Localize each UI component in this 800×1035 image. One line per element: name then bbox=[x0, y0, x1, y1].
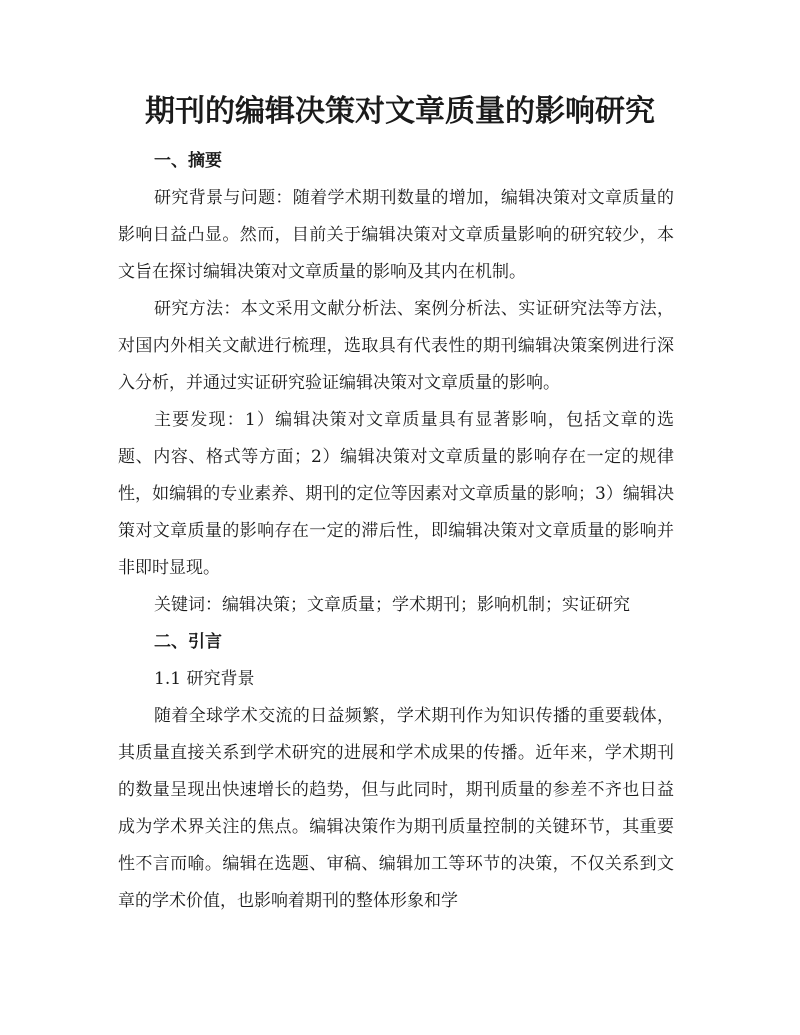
abstract-background-paragraph: 研究背景与问题：随着学术期刊数量的增加，编辑决策对文章质量的影响日益凸显。然而，目前关于编辑决策对文章质量影响的研究较少，本文旨在探讨编辑决策对文章质量的影响及其内在机制。 bbox=[118, 188, 674, 282]
document-body bbox=[118, 143, 674, 920]
abstract-methods-paragraph: 研究方法：本文采用文献分析法、案例分析法、实证研究法等方法，对国内外相关文献进行梳理，选取具有代表性的期刊编辑决策案例进行深入分析，并通过实证研究验证编辑决策对文章质量的影响。 bbox=[118, 299, 674, 393]
document-title: 期刊的编辑决策对文章质量的影响研究 bbox=[145, 94, 655, 129]
abstract-heading: 一、摘要 bbox=[154, 151, 222, 171]
intro-paragraph: 随着全球学术交流的日益频繁，学术期刊作为知识传播的重要载体，其质量直接关系到学术研究的进展和学术成果的传播。近年来，学术期刊的数量呈现出快速增长的趋势，但与此同时，期刊质量的参差不齐也日益成为学术界关注的焦点。编辑决策作为期刊质量控制的关键环节，其重要性不言而喻。编辑在选题、审稿、编辑加工等环节的决策，不仅关系到文章的学术价值，也影响着期刊的整体形象和学 bbox=[118, 706, 674, 911]
keywords-paragraph: 关键词：编辑决策；文章质量；学术期刊；影响机制；实证研究 bbox=[154, 595, 630, 615]
intro-heading: 二、引言 bbox=[154, 632, 222, 652]
research-background-subheading: 1.1 研究背景 bbox=[154, 669, 255, 689]
abstract-findings-paragraph: 主要发现：1）编辑决策对文章质量具有显著影响，包括文章的选题、内容、格式等方面；2）编辑决策对文章质量的影响存在一定的规律性，如编辑的专业素养、期刊的定位等因素对文章质量的影响；3）编辑决策对文章质量的影响存在一定的滞后性，即编辑决策对文章质量的影响并非即时显现。 bbox=[118, 410, 674, 578]
